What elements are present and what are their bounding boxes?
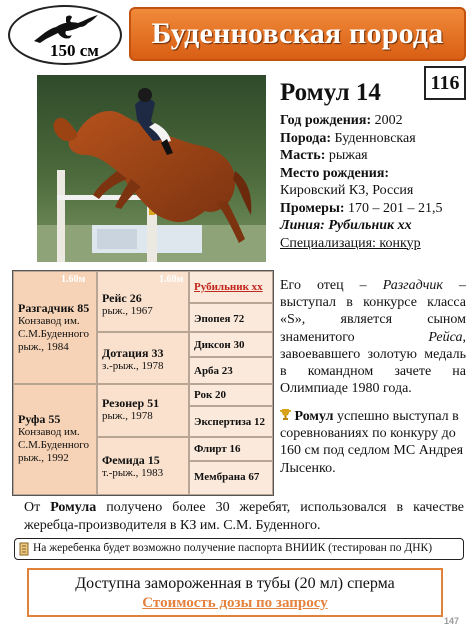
desc-text-a: Его отец –	[280, 278, 383, 293]
pedigree-gen3-6	[189, 406, 273, 437]
desc-text-b: – выступал в конкурсе класса «S», является сыном знаменитого	[280, 278, 467, 345]
horse-photo	[37, 75, 266, 262]
price-on-request-link[interactable]: Стоимость дозы по запросу	[142, 595, 328, 611]
measurements-row	[280, 200, 470, 218]
pedigree-sire	[13, 271, 97, 384]
pedigree-gen3-8	[189, 461, 273, 495]
pedigree-gen3-4	[189, 357, 273, 384]
gen3-name-8: Мембрана 67	[194, 471, 260, 483]
dam-detail-2: С.М.Буденного	[18, 439, 89, 451]
year-value: 2002	[374, 113, 403, 128]
catalog-number: 116	[424, 66, 466, 100]
dam-name: Руфа 55	[18, 412, 61, 426]
line-founder-name: Рубильник хх	[194, 281, 263, 293]
line-row	[280, 217, 470, 235]
pedigree-dam-sire	[97, 384, 189, 437]
color-row	[280, 147, 470, 165]
trophy-icon	[280, 409, 291, 421]
height-badge	[8, 5, 122, 65]
pedigree-gen3-1	[189, 271, 273, 303]
desc-text-c: , завоевавшего золотую медаль в командном зачете на Олимпиаде 1980 года.	[280, 329, 466, 397]
breed-label: Порода:	[280, 130, 332, 146]
pedigree-gen3-5	[189, 384, 273, 406]
pedigree-gen3-7	[189, 437, 273, 461]
gen3-name-4: Арба 23	[194, 365, 233, 377]
dam-sire-name: Резонер 51	[102, 396, 160, 410]
breed-value: Буденновская	[334, 130, 416, 146]
offspring-paragraph	[24, 499, 464, 535]
passport-note-text: На жеребенка будет возможно получение паспорта ВНИИК (тестирован по ДНК)	[33, 542, 433, 554]
line-label: Линия:	[280, 218, 325, 233]
desc-horse-name: Ромул	[294, 409, 334, 424]
birthplace-row	[280, 165, 470, 183]
gen3-name-2: Эпопея 72	[194, 313, 245, 325]
pedigree-dam-dam	[97, 437, 189, 495]
offspring-horse-name: Ромула	[50, 500, 97, 515]
measurements-value: 170 – 201 – 21,5	[348, 200, 443, 216]
sire-sire-detail: рыж., 1967	[102, 305, 153, 317]
offspring-text-b: получено более 30 жеребят, использовался в качестве жеребца-производителя в КЗ им. С.М. Буденного.	[24, 500, 464, 533]
pedigree-sire-dam	[97, 332, 189, 384]
passport-note	[14, 538, 464, 560]
sire-dam-detail: з.-рыж., 1978	[102, 360, 164, 372]
offspring-text-a: От	[24, 500, 51, 515]
scroll-icon	[18, 542, 30, 556]
color-value: рыжая	[328, 148, 368, 163]
color-label: Масть:	[280, 148, 326, 163]
birthplace-value: Кировский КЗ, Россия	[280, 183, 414, 198]
dam-detail-3: рыж., 1992	[18, 452, 69, 464]
dam-dam-name: Фемида 15	[102, 453, 160, 467]
dam-dam-detail: т.-рыж., 1983	[102, 467, 164, 479]
gen3-name-7: Флирт 16	[194, 443, 241, 455]
sire-detail-1: Конзавод им.	[18, 315, 80, 327]
description-paragraph-1	[280, 277, 466, 397]
year-row	[280, 112, 470, 130]
sire-sire-height-label: 1.60м	[159, 274, 184, 285]
dam-detail-1: Конзавод им.	[18, 426, 80, 438]
year-label: Год рождения:	[280, 113, 372, 128]
sire-height-label: 1.60м	[61, 274, 86, 285]
desc-grandsire-name: Рейса	[428, 329, 463, 345]
line-value: Рубильник хх	[328, 218, 412, 233]
horse-info	[280, 112, 470, 252]
gen3-name-3: Диксон 30	[194, 339, 245, 351]
desc-achievement-text: успешно выступал в соревнованиях по конкуру до 160 см под седлом МС Андрея Лысенко.	[280, 409, 464, 476]
pedigree-gen3-2	[189, 303, 273, 332]
measurements-label: Промеры:	[280, 200, 345, 216]
description-paragraph-2	[280, 408, 466, 477]
height-label: 150 см	[50, 41, 99, 60]
breed-row	[280, 130, 470, 148]
birthplace-label: Место рождения:	[280, 165, 390, 181]
page-number: 147	[444, 616, 460, 626]
pedigree-gen3-3	[189, 332, 273, 357]
sire-sire-name: Рейс 26	[102, 291, 142, 305]
horse-name: Ромул 14	[280, 79, 381, 106]
breed-title-banner: Буденновская порода	[129, 7, 466, 61]
semen-offer-box	[27, 568, 443, 617]
offer-line-1: Доступна замороженная в тубы (20 мл) сперма	[75, 575, 395, 592]
gen3-name-6: Экспертиза 12	[194, 416, 266, 428]
gen3-name-5: Рок 20	[194, 389, 227, 401]
sire-dam-name: Дотация 33	[102, 346, 164, 360]
dam-sire-detail: рыж., 1978	[102, 410, 153, 422]
sire-detail-2: С.М.Буденного	[18, 328, 89, 340]
pedigree-dam	[13, 384, 97, 495]
desc-sire-name: Разгадчик	[382, 278, 443, 293]
pedigree-table	[12, 270, 274, 496]
sire-name: Разгадчик 85	[18, 301, 90, 315]
sire-detail-3: рыж., 1984	[18, 341, 69, 353]
specialization: Специализация: конкур	[280, 235, 421, 251]
